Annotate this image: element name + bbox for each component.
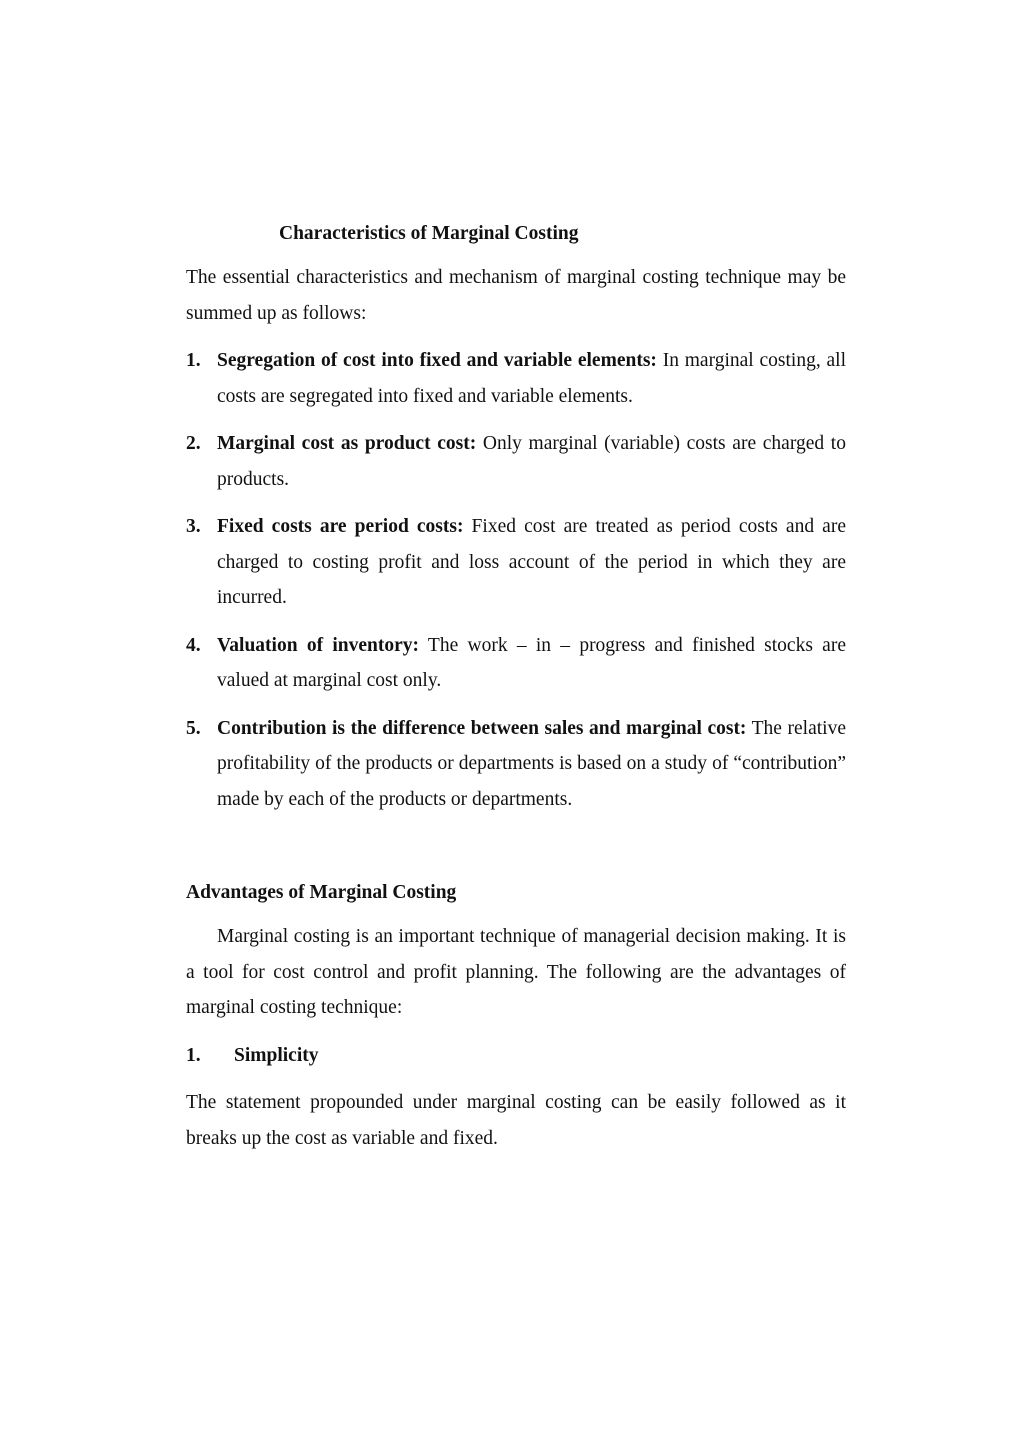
subheading-simplicity [186,1038,846,1074]
list-item-text: In marginal costing, all costs are segregated into fixed and variable elements. [217,350,846,407]
characteristics-list [186,343,846,817]
list-item-text: The relative profitability of the products or departments is based on a study of “contribution” made by each of the products or departments. [217,717,846,810]
list-item-text: The work – in – progress and finished stocks are valued at marginal cost only. [217,634,846,691]
list-item [186,711,846,818]
list-item [186,628,846,699]
list-item-number: 5. [186,717,201,739]
list-item [186,426,846,497]
list-item-term: Valuation of inventory: [217,634,419,656]
list-item-number: 3. [186,516,201,537]
section-title-characteristics: Characteristics of Marginal Costing [279,223,579,244]
list-item-number: 1. [186,350,201,371]
list-item-term: Marginal cost as product cost: [217,433,477,454]
advantages-intro-paragraph: Marginal costing is an important technique of managerial decision making. It is a tool for cost control and profit planning. The following are the advantages of marginal costing technique: [186,926,846,1018]
list-item-term: Fixed costs are period costs: [217,516,464,537]
list-item-number: 2. [186,433,201,454]
list-item-term: Contribution is the difference between sales and marginal cost: [217,717,747,739]
subheading-number: 1. [186,1044,201,1066]
list-item-text: Only marginal (variable) costs are charged to products. [217,433,846,490]
simplicity-paragraph: The statement propounded under marginal costing can be easily followed as it breaks up the cost as variable and fixed. [186,1092,846,1149]
list-item-term: Segregation of cost into fixed and variable elements: [217,350,657,371]
list-item-text: Fixed cost are treated as period costs and are charged to costing profit and loss account of the period in which they are incurred. [217,516,846,608]
subheading-label: Simplicity [234,1044,319,1066]
list-item [186,343,846,414]
section-title-advantages: Advantages of Marginal Costing [186,882,457,903]
list-item [186,509,846,616]
section-spacer [186,829,846,879]
document-page [186,220,846,1168]
intro-paragraph: The essential characteristics and mechanism of marginal costing technique may be summed up as follows: [186,267,846,324]
list-item-number: 4. [186,634,201,656]
